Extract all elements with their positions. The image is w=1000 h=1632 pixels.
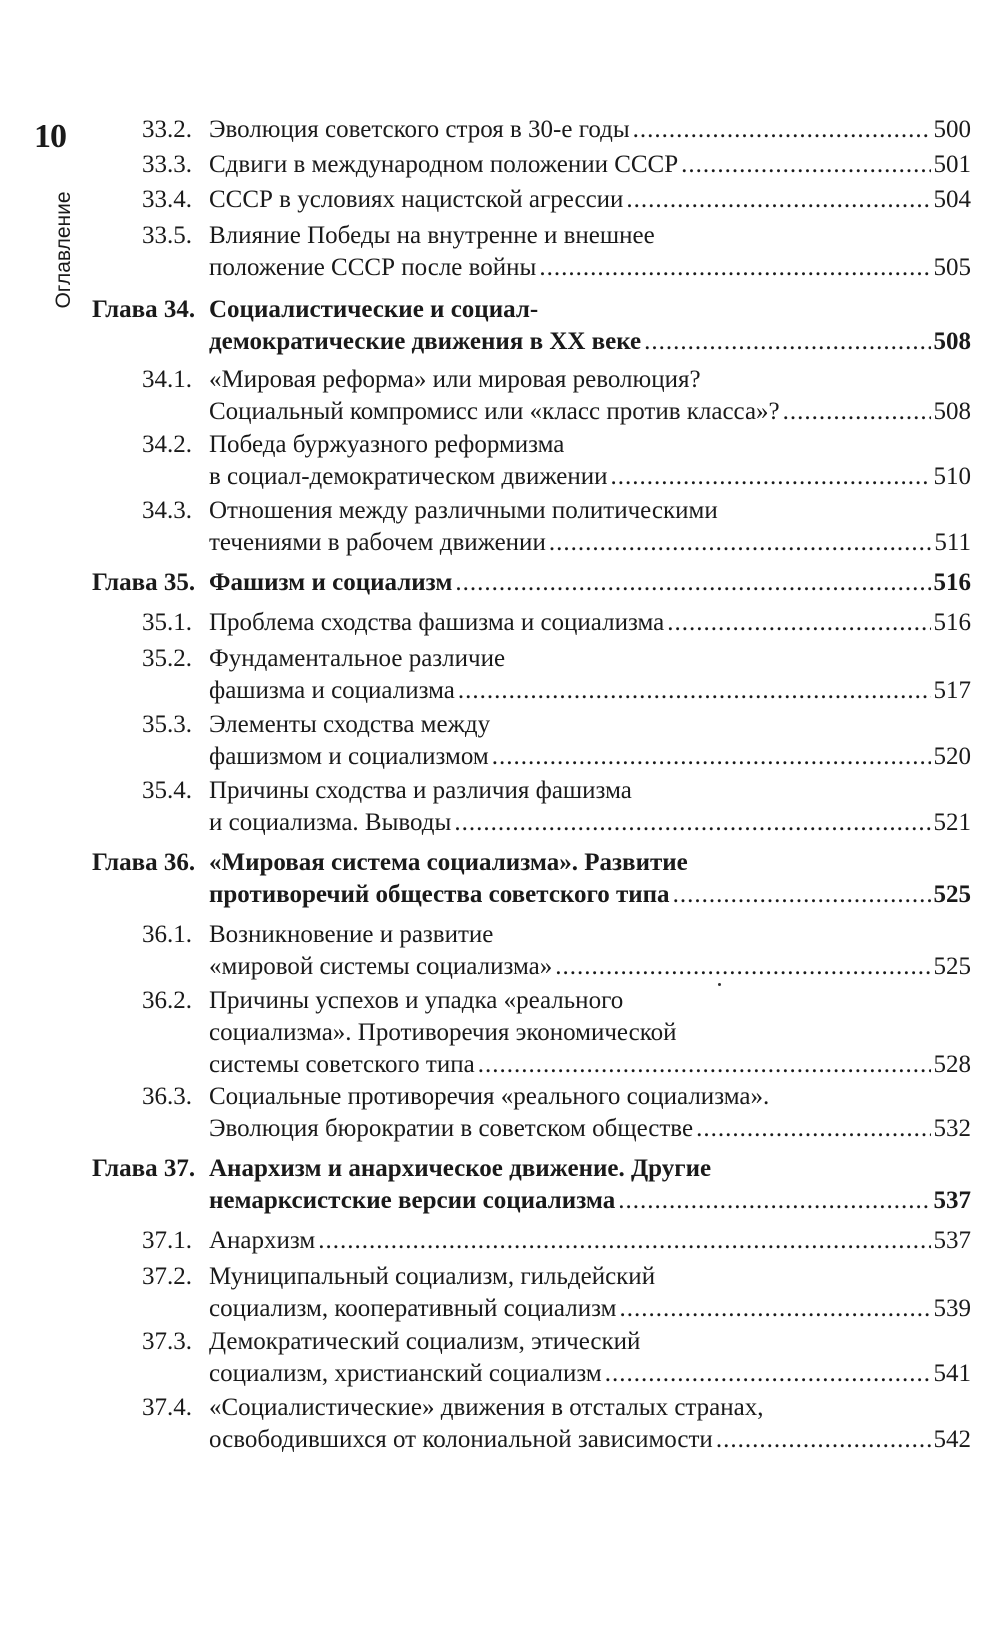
page-number: 10 [34,118,66,155]
toc-entry-number: 34.2. [142,431,192,458]
toc-entry-title-line: немарксистские версии социализма [209,1187,616,1214]
dot-leader [478,1049,931,1081]
toc-entry-title-line: СССР в условиях нацистской агрессии [209,186,624,213]
toc-entry-title-line: социализма». Противоречия экономической [209,1019,677,1046]
toc-entry-number: Глава 34. [92,296,196,323]
toc-page-number: 511 [934,529,971,556]
toc-entry-title-line: Причины успехов и упадка «реального [209,987,624,1014]
toc-entry-title-line: Социалистические и социал- [209,296,539,323]
toc-page-number: 500 [933,116,971,143]
toc-entry-number: 33.5. [142,222,192,249]
toc-entry-number: Глава 36. [92,849,196,876]
toc-entry-title-line: Эволюция советского строя в 30-е годы [209,116,630,143]
toc-page-number: 501 [933,151,971,178]
toc-page-number: 517 [933,677,971,704]
toc-entry-title-line: Причины сходства и различия фашизма [209,777,632,804]
dot-leader [673,879,931,911]
toc-entry-title-line: Фундаментальное различие [209,645,506,672]
toc-entry-number: 37.2. [142,1263,192,1290]
dot-leader [611,461,931,493]
toc-page-number: 525 [933,953,971,980]
toc-entry-title-line: «мировой системы социализма» [209,953,553,980]
dot-leader [633,114,931,146]
toc-entry-title-line: течениями в рабочем движении [209,529,546,556]
toc-page-number: 510 [933,463,971,490]
toc-page-number: 508 [933,328,971,355]
toc-entry-title-line: положение СССР после войны [209,254,537,281]
toc-entry-number: 37.1. [142,1227,192,1254]
toc-entry-number: 35.2. [142,645,192,672]
toc-page-number: 504 [933,186,971,213]
toc-entry-title-line: Победа буржуазного реформизма [209,431,565,458]
dot-leader [458,675,931,707]
toc-page-number: 528 [933,1051,971,1078]
toc-entry-number: 33.2. [142,116,192,143]
dot-leader [681,149,930,181]
toc-entry-number: 37.3. [142,1328,192,1355]
dot-leader [783,396,931,428]
toc-entry-title-line: Демократический социализм, этический [209,1328,641,1355]
toc-page-number: 537 [933,1187,971,1214]
dot-leader [492,741,931,773]
toc-page-number: 520 [933,743,971,770]
toc-entry-title-line: социализм, христианский социализм [209,1360,602,1387]
toc-entry-title-line: Муниципальный социализм, гильдейский [209,1263,656,1290]
toc-entry-number: 35.3. [142,711,192,738]
toc-page-number: 542 [933,1426,971,1453]
ink-speck [718,983,721,986]
toc-entry-title-line: Элементы сходства между [209,711,491,738]
toc-entry-title-line: Анархизм [209,1227,316,1254]
toc-entry-number: 33.3. [142,151,192,178]
toc-entry-title-line: демократические движения в XX веке [209,328,642,355]
dot-leader [696,1113,930,1145]
toc-page-number: 532 [933,1115,971,1142]
dot-leader [667,607,930,639]
dot-leader [454,807,930,839]
toc-entry-title-line: фашизмом и социализмом [209,743,489,770]
running-head: Оглавление [52,191,75,309]
toc-entry-title-line: «Мировая система социализма». Развитие [209,849,688,876]
toc-page-number: 525 [933,881,971,908]
dot-leader [626,184,930,216]
toc-entry-number: 37.4. [142,1394,192,1421]
toc-entry-number: 35.1. [142,609,192,636]
toc-page-number: 505 [933,254,971,281]
dot-leader [644,326,930,358]
dot-leader [318,1225,930,1257]
dot-leader [555,951,930,983]
toc-entry-number: 36.1. [142,921,192,948]
toc-entry-title-line: противоречий общества советского типа [209,881,670,908]
toc-entry-title-line: в социал-демократическом движении [209,463,608,490]
toc-entry-number: 34.3. [142,497,192,524]
toc-entry-title-line: Анархизм и анархическое движение. Другие [209,1155,712,1182]
toc-entry-title-line: Эволюция бюрократии в советском обществе [209,1115,694,1142]
toc-entry-title-line: фашизма и социализма [209,677,455,704]
toc-page-number: 516 [933,569,971,596]
toc-entry-number: 36.3. [142,1083,192,1110]
dot-leader [619,1293,930,1325]
toc-page-number: 516 [933,609,971,636]
toc-page-number: 521 [933,809,971,836]
dot-leader [618,1185,930,1217]
toc-entry-number: 33.4. [142,186,192,213]
dot-leader [716,1424,931,1456]
dot-leader [605,1358,931,1390]
toc-entry-title-line: Социальный компромисс или «класс против класса»? [209,398,780,425]
dot-leader [549,527,932,559]
toc-entry-title-line: «Социалистические» движения в отсталых странах, [209,1394,764,1421]
toc-entry-title-line: «Мировая реформа» или мировая революция? [209,366,701,393]
toc-entry-number: Глава 35. [92,569,196,596]
toc-page-number: 508 [933,398,971,425]
toc-entry-title-line: Отношения между различными политическими [209,497,718,524]
toc-entry-title-line: Сдвиги в международном положении СССР [209,151,679,178]
toc-entry-title-line: Влияние Победы на внутренне и внешнее [209,222,655,249]
toc-page-number: 541 [933,1360,971,1387]
dot-leader [539,252,930,284]
toc-entry-number: 35.4. [142,777,192,804]
dot-leader [455,567,930,599]
toc-entry-number: Глава 37. [92,1155,196,1182]
toc-page-number: 537 [933,1227,971,1254]
toc-entry-title-line: Проблема сходства фашизма и социализма [209,609,665,636]
toc-entry-number: 36.2. [142,987,192,1014]
toc-entry-number: 34.1. [142,366,192,393]
toc-page-number: 539 [933,1295,971,1322]
toc-entry-title-line: Социальные противоречия «реального социализма». [209,1083,770,1110]
toc-entry-title-line: системы советского типа [209,1051,475,1078]
toc-entry-title-line: Фашизм и социализм [209,569,453,596]
toc-entry-title-line: социализм, кооперативный социализм [209,1295,617,1322]
toc-entry-title-line: и социализма. Выводы [209,809,452,836]
toc-entry-title-line: Возникновение и развитие [209,921,494,948]
toc-entry-title-line: освободившихся от колониальной зависимости [209,1426,713,1453]
